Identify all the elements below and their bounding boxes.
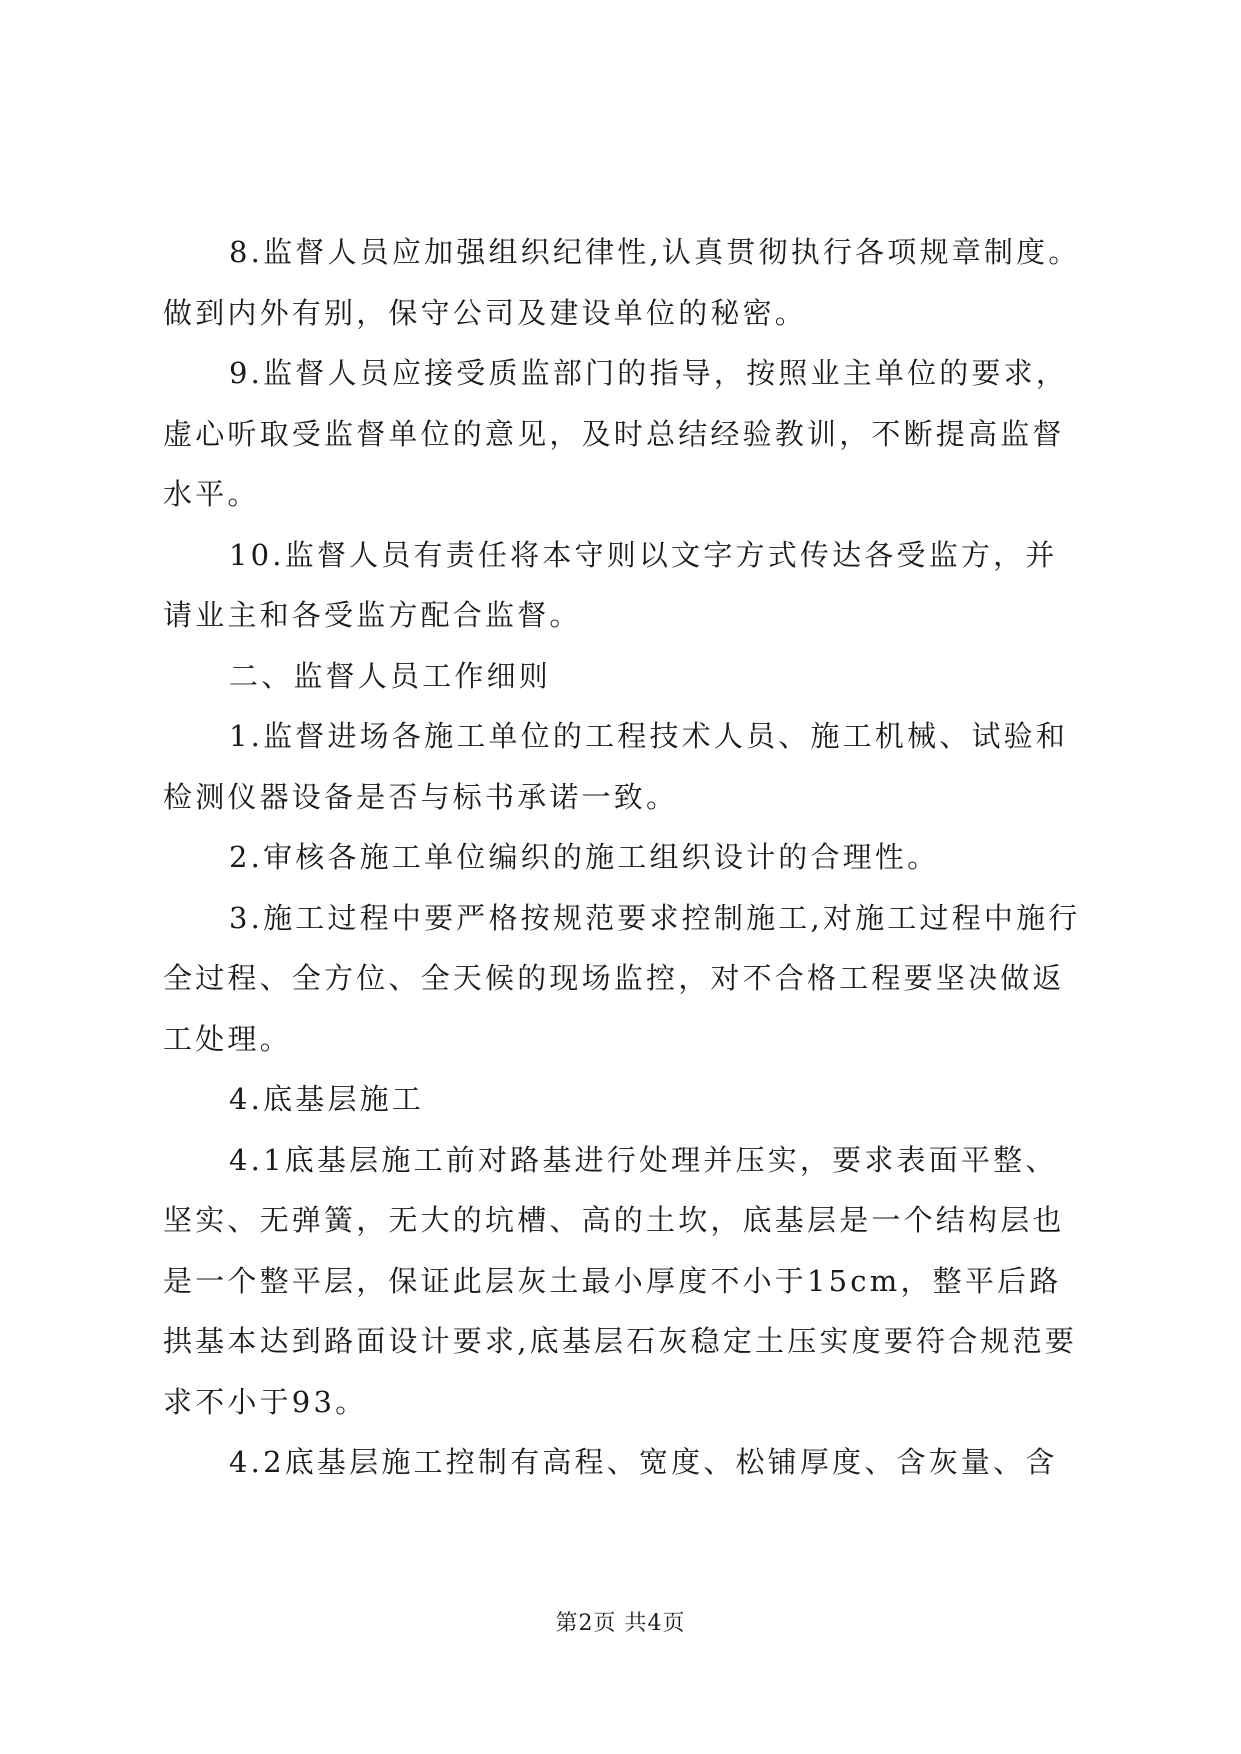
section-heading-work-rules: 二、监督人员工作细则 [229,658,552,693]
paragraph-item-4-1: 4.1底基层施工前对路基进行处理并压实，要求表面平整、坚实、无弹簧，无大的坑槽、高的土坎，底基层是一个结构层也是一个整平层，保证此层灰土最小厚度不小于15cm，整平后路拱基本达到路面设计要求,底基层石灰稳定土压实度要符合规范要求不小于93。 [163,1142,1078,1419]
page-number-footer: 第2页 共4页 [555,1611,686,1636]
paragraph-rule-9: 9.监督人员应接受质监部门的指导，按照业主单位的要求，虚心听取受监督单位的意见，及时总结经验教训，不断提高监督水平。 [163,356,1069,511]
paragraph-rule-8: 8.监督人员应加强组织纪律性,认真贯彻执行各项规章制度。做到内外有别，保守公司及建设单位的秘密。 [163,235,1081,330]
paragraph-item-4-2: 4.2底基层施工控制有高程、宽度、松铺厚度、含灰量、含 [229,1445,1058,1479]
paragraph-item-2: 2.审核各施工单位编织的施工组织设计的合理性。 [229,840,940,874]
paragraph-item-1: 1.监督进场各施工单位的工程技术人员、施工机械、试验和检测仪器设备是否与标书承诺一致。 [163,719,1069,814]
document-body [163,222,1088,1493]
paragraph-item-3: 3.施工过程中要严格按规范要求控制施工,对施工过程中施行全过程、全方位、全天候的现场监控，对不合格工程要坚决做返工处理。 [163,900,1081,1056]
paragraph-item-4: 4.底基层施工 [229,1082,425,1116]
paragraph-rule-10: 10.监督人员有责任将本守则以文字方式传达各受监方，并请业主和各受监方配合监督。 [163,537,1058,632]
